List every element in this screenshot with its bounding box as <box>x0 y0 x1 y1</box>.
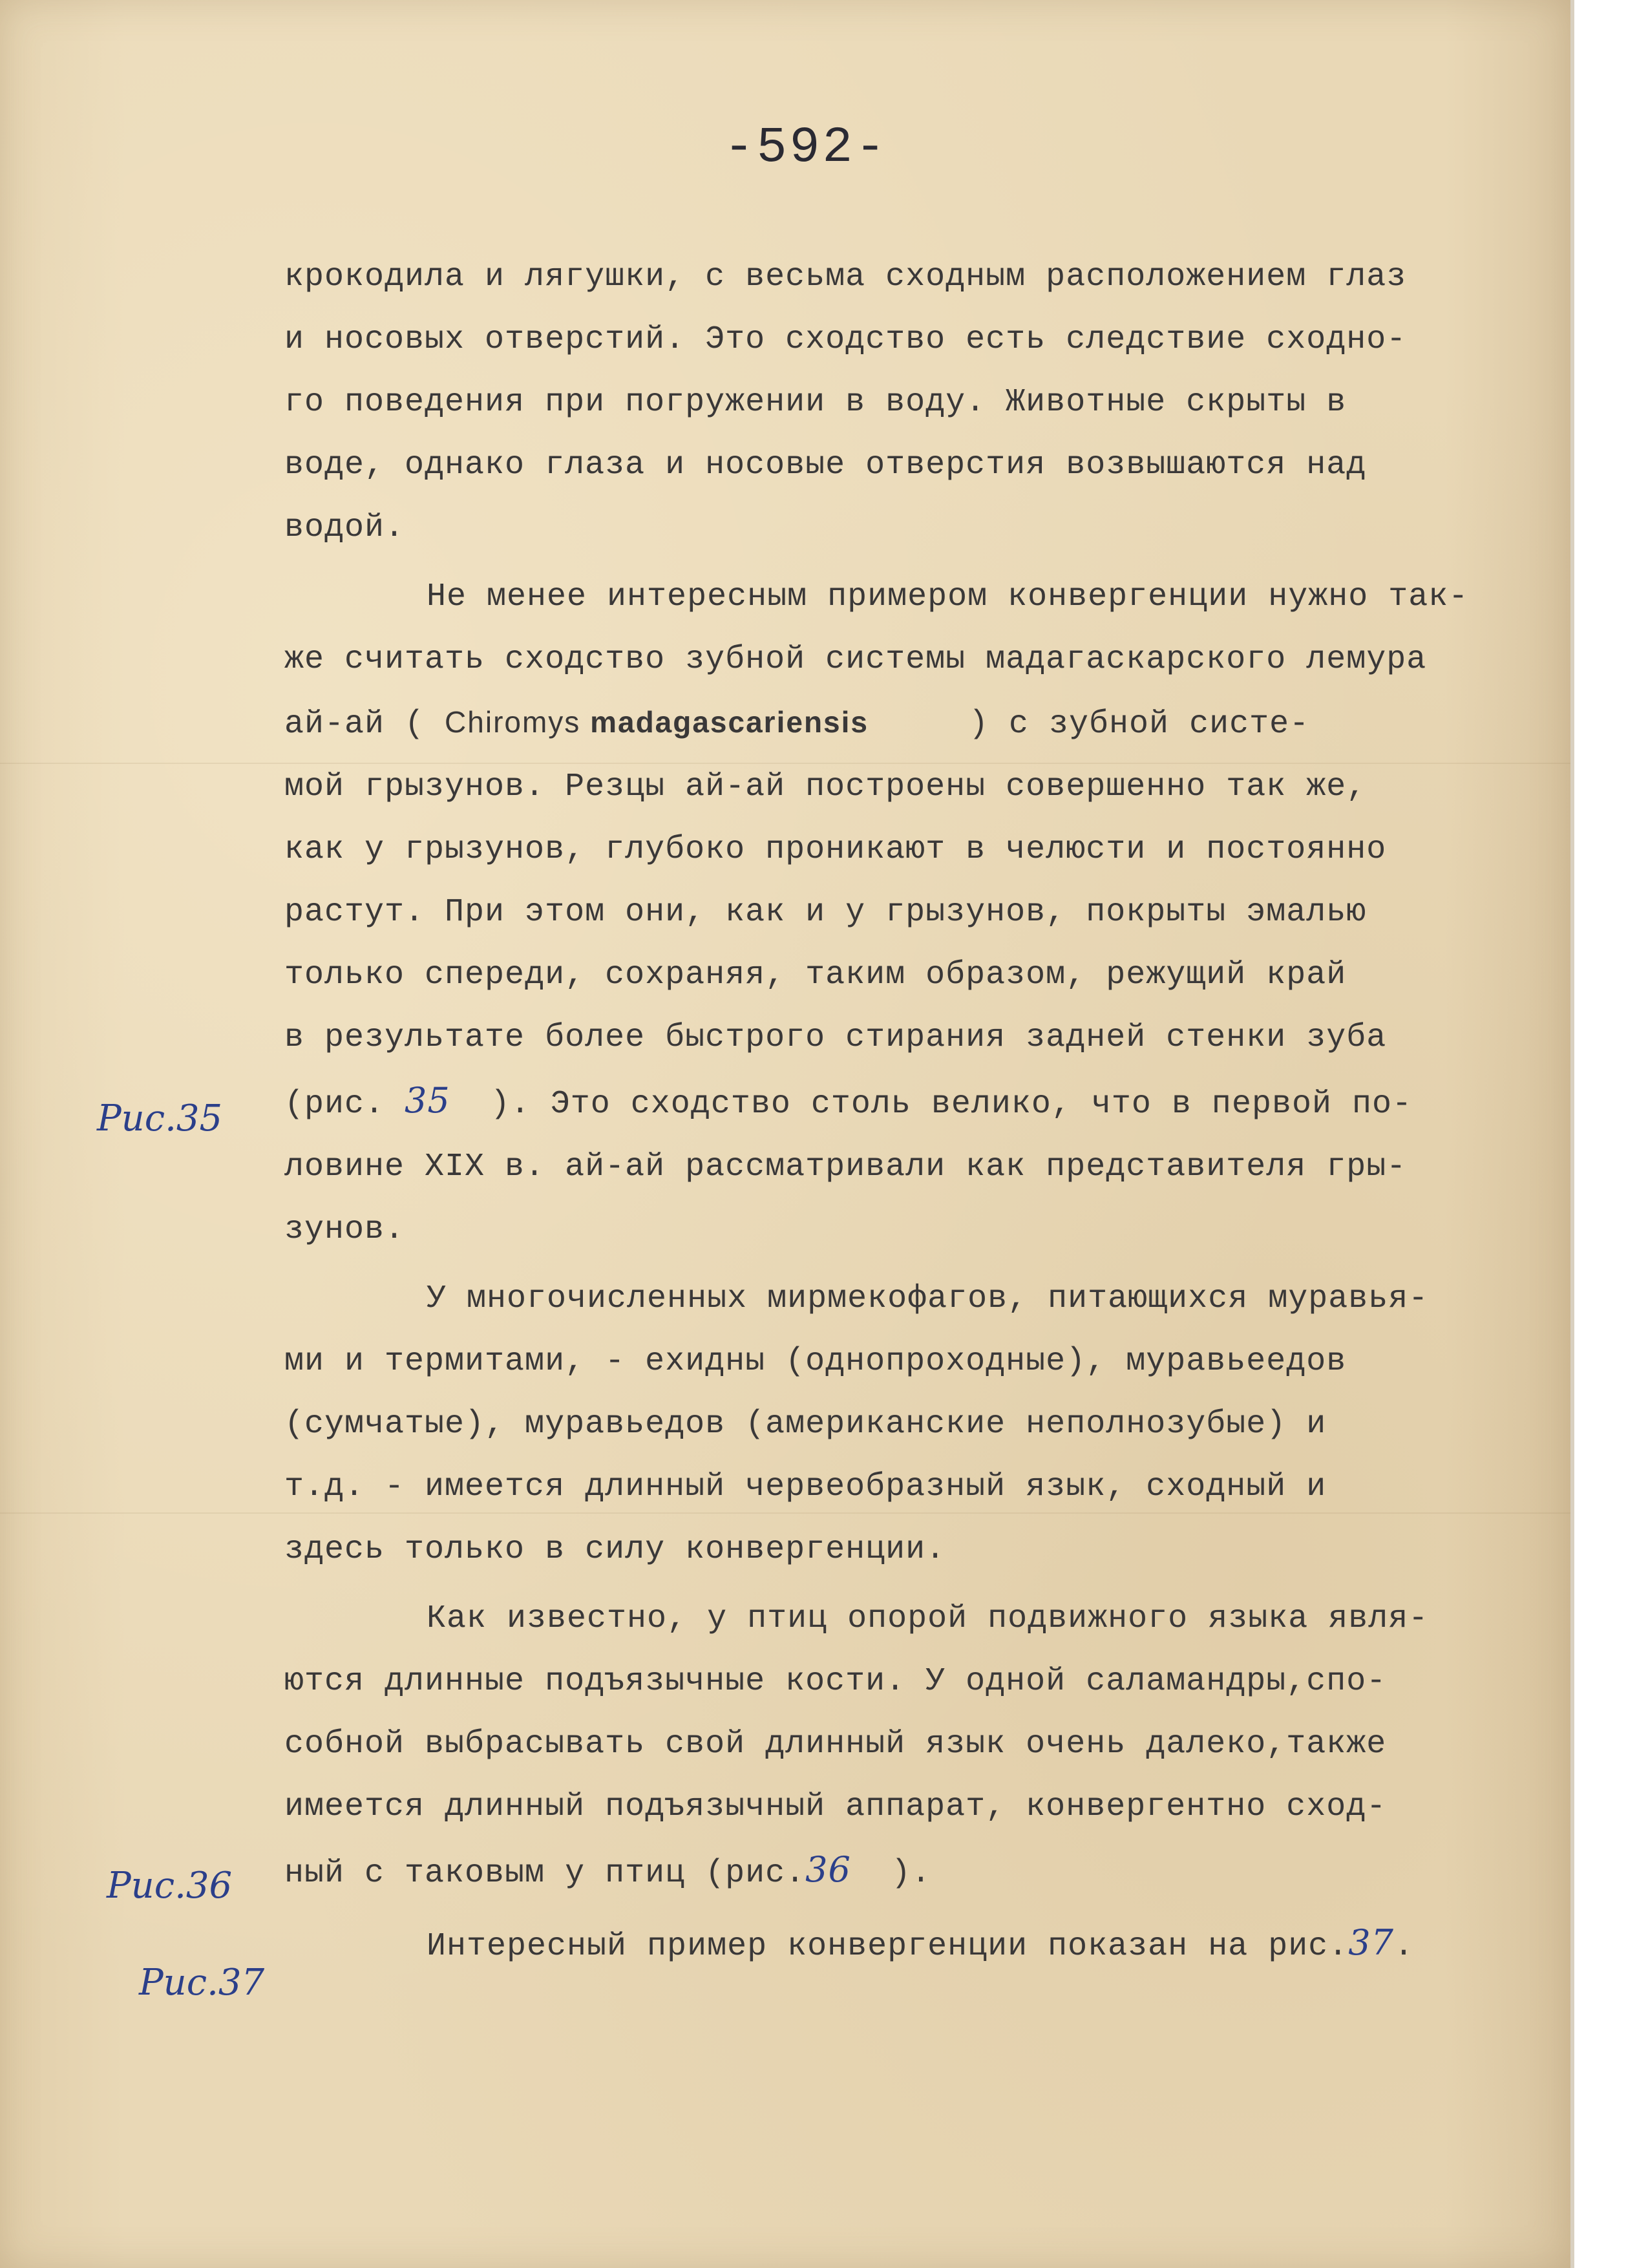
text-segment: . <box>1393 1928 1414 1965</box>
text-line-figure-ref <box>284 1911 1551 1978</box>
text-segment: ) с зубной систе- <box>868 706 1310 743</box>
text-line: собной выбрасывать свой длинный язык очень далеко,также <box>284 1726 1387 1763</box>
text-line: ми и термитами, - ехидны (однопроходные), муравьеедов <box>284 1343 1347 1380</box>
text-segment: ай-ай ( <box>284 706 445 743</box>
text-segment: ). Это сходство столь велико, что в первой по- <box>450 1086 1412 1123</box>
text-segment: ный с таковым у птиц (рис. <box>284 1855 806 1892</box>
latin-genus: Chiromys <box>445 705 591 739</box>
text-line: У многочисленных мирмекофагов, питающихся муравья- <box>427 1280 1429 1317</box>
margin-note-figure-35: Рис.35 <box>97 1097 223 1139</box>
text-line: мой грызунов. Резцы ай-ай построены совершенно так же, <box>284 768 1367 805</box>
paragraph-aye-aye <box>284 566 1551 1261</box>
text-line: ются длинные подъязычные кости. У одной саламандры,спо- <box>284 1663 1387 1700</box>
text-line: ловине XIX в. ай-ай рассматривали как представителя гры- <box>284 1149 1407 1185</box>
text-line: зунов. <box>284 1211 405 1248</box>
latin-species: madagascariensis <box>590 705 869 739</box>
text-line: имеется длинный подъязычный аппарат, конвергентно сход- <box>284 1788 1387 1825</box>
handwritten-figure-number: 36 <box>805 1849 851 1890</box>
typewritten-body <box>284 246 1551 1978</box>
text-line: же считать сходство зубной системы мадагаскарского лемура <box>284 641 1427 678</box>
text-line-figure-ref <box>284 1069 1551 1136</box>
text-line: (сумчатые), муравьедов (американские неполнозубые) и <box>284 1406 1327 1443</box>
handwritten-figure-number: 35 <box>405 1080 450 1121</box>
page-edge <box>1570 0 1574 2268</box>
text-line: т.д. - имеется длинный червеобразный язык, сходный и <box>284 1468 1327 1505</box>
text-line: водой. <box>284 509 405 546</box>
text-line: здесь только в силу конвергенции. <box>284 1531 946 1568</box>
paragraph-birds-salamander <box>284 1587 1551 1905</box>
paragraph-myrmecophages <box>284 1267 1551 1581</box>
text-line: и носовых отверстий. Это сходство есть следствие сходно- <box>284 321 1407 358</box>
paragraph-crocodile-frog <box>284 246 1551 559</box>
text-line: как у грызунов, глубоко проникают в челюсти и постоянно <box>284 831 1387 868</box>
text-line: в результате более быстрого стирания задней стенки зуба <box>284 1019 1387 1056</box>
text-line: Не менее интересным примером конвергенции нужно так- <box>427 578 1469 615</box>
text-segment: ). <box>850 1855 931 1892</box>
margin-note-figure-36: Рис.36 <box>107 1865 233 1907</box>
text-line-latin-name <box>284 691 1551 756</box>
margin-note-figure-37: Рис.37 <box>139 1962 265 2004</box>
handwritten-figure-number: 37 <box>1348 1922 1394 1963</box>
text-line: только спереди, сохраняя, таким образом, режущий край <box>284 957 1347 993</box>
text-line: растут. При этом они, как и у грызунов, покрыты эмалью <box>284 894 1367 931</box>
text-line: го поведения при погружении в воду. Животные скрыты в <box>284 384 1347 421</box>
paragraph-convergence-example <box>284 1911 1551 1978</box>
text-line: крокодила и лягушки, с весьма сходным расположением глаз <box>284 259 1407 295</box>
page-number: -592- <box>724 120 889 176</box>
text-line: воде, однако глаза и носовые отверстия возвышаются над <box>284 447 1367 483</box>
text-segment: (рис. <box>284 1086 405 1123</box>
text-line-figure-ref <box>284 1838 1551 1905</box>
text-segment: Интересный пример конвергенции показан на рис. <box>427 1928 1349 1965</box>
text-line: Как известно, у птиц опорой подвижного языка явля- <box>427 1600 1429 1637</box>
